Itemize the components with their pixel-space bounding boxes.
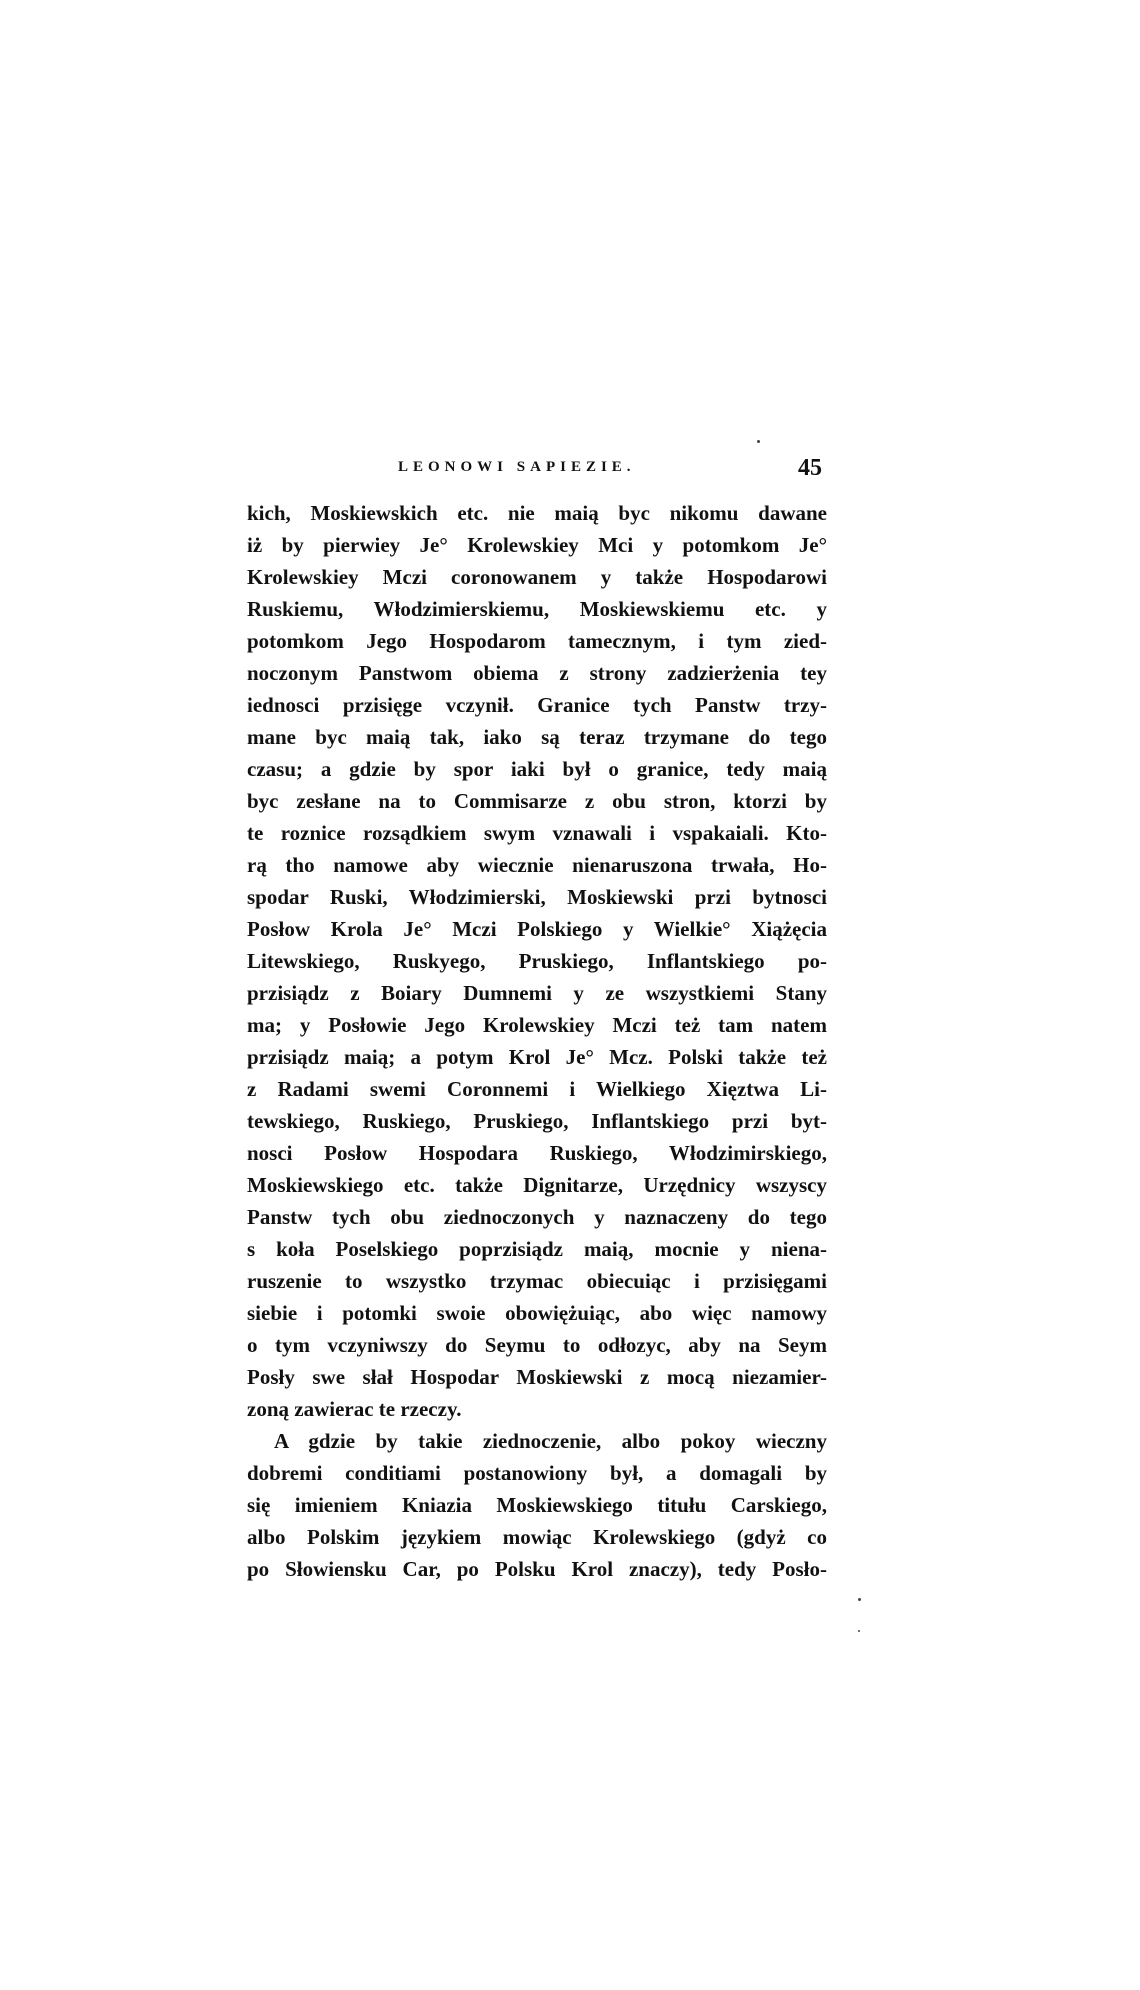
text-line: Krolewskiey Mczi coronowanem y także Hospodarowi (247, 565, 827, 589)
text-line: noczonym Panstwom obiema z strony zadzierżenia tey (247, 661, 827, 685)
text-line: iż by pierwiey Je° Krolewskiey Mci y potomkom Je° (247, 533, 827, 557)
text-line: ruszenie to wszystko trzymac obiecuiąc i przisięgami (247, 1269, 827, 1293)
text-line: dobremi conditiami postanowiony był, a domagali by (247, 1461, 827, 1485)
text-line: mane byc maią tak, iako są teraz trzymane do tego (247, 725, 827, 749)
text-line: albo Polskim językiem mowiąc Krolewskiego (gdyż co (247, 1525, 827, 1549)
text-line: spodar Ruski, Włodzimierski, Moskiewski przi bytnosci (247, 885, 827, 909)
text-line: przisiądz maią; a potym Krol Je° Mcz. Polski także też (247, 1045, 827, 1069)
text-line: Panstw tych obu ziednoczonych y naznaczeny do tego (247, 1205, 827, 1229)
text-line: potomkom Jego Hospodarom tamecznym, i tym zied- (247, 629, 827, 653)
text-line: się imieniem Kniazia Moskiewskiego titułu Carskiego, (247, 1493, 827, 1517)
print-speck (757, 440, 760, 443)
text-line: zoną zawierac te rzeczy. (247, 1397, 462, 1421)
text-line: nosci Posłow Hospodara Ruskiego, Włodzimirskiego, (247, 1141, 827, 1165)
running-title: LEONOWI SAPIEZIE. (398, 459, 636, 475)
text-line: s koła Poselskiego poprzisiądz maią, mocnie y niena- (247, 1237, 827, 1261)
text-line: przisiądz z Boiary Dumnemi y ze wszystkiemi Stany (247, 981, 827, 1005)
body-text (247, 497, 827, 1585)
print-speck (858, 1630, 860, 1632)
text-line: z Radami swemi Coronnemi i Wielkiego Xięztwa Li- (247, 1077, 827, 1101)
text-line: Ruskiemu, Włodzimierskiemu, Moskiewskiemu etc. y (247, 597, 827, 621)
text-line: iednosci przisięge vczynił. Granice tych Panstw trzy- (247, 693, 827, 717)
text-line: kich, Moskiewskich etc. nie maią byc nikomu dawane (247, 501, 827, 525)
text-line: rą tho namowe aby wiecznie nienaruszona trwała, Ho- (247, 853, 827, 877)
text-line: te roznice rozsądkiem swym vznawali i vspakaiali. Kto- (247, 821, 827, 845)
text-line: Posłow Krola Je° Mczi Polskiego y Wielkie° Xiążęcia (247, 917, 827, 941)
text-line: Moskiewskiego etc. także Dignitarze, Urzędnicy wszyscy (247, 1173, 827, 1197)
text-line: Posły swe słał Hospodar Moskiewski z mocą niezamier- (247, 1365, 827, 1389)
text-line: byc zesłane na to Commisarze z obu stron, ktorzi by (247, 789, 827, 813)
text-line: ma; y Posłowie Jego Krolewskiey Mczi też tam natem (247, 1013, 827, 1037)
text-line: Litewskiego, Ruskyego, Pruskiego, Inflantskiego po- (247, 949, 827, 973)
running-head (250, 455, 830, 485)
text-line: siebie i potomki swoie obowiężuiąc, abo więc namowy (247, 1301, 827, 1325)
print-speck (858, 1598, 861, 1601)
text-line: tewskiego, Ruskiego, Pruskiego, Inflantskiego przi byt- (247, 1109, 827, 1133)
text-line: o tym vczyniwszy do Seymu to odłozyc, aby na Seym (247, 1333, 827, 1357)
paragraph-start-line: A gdzie by takie ziednoczenie, albo pokoy wieczny (274, 1429, 827, 1453)
text-line: po Słowiensku Car, po Polsku Krol znaczy), tedy Posło- (247, 1557, 827, 1581)
page-number: 45 (798, 455, 822, 481)
text-line: czasu; a gdzie by spor iaki był o granice, tedy maią (247, 757, 827, 781)
